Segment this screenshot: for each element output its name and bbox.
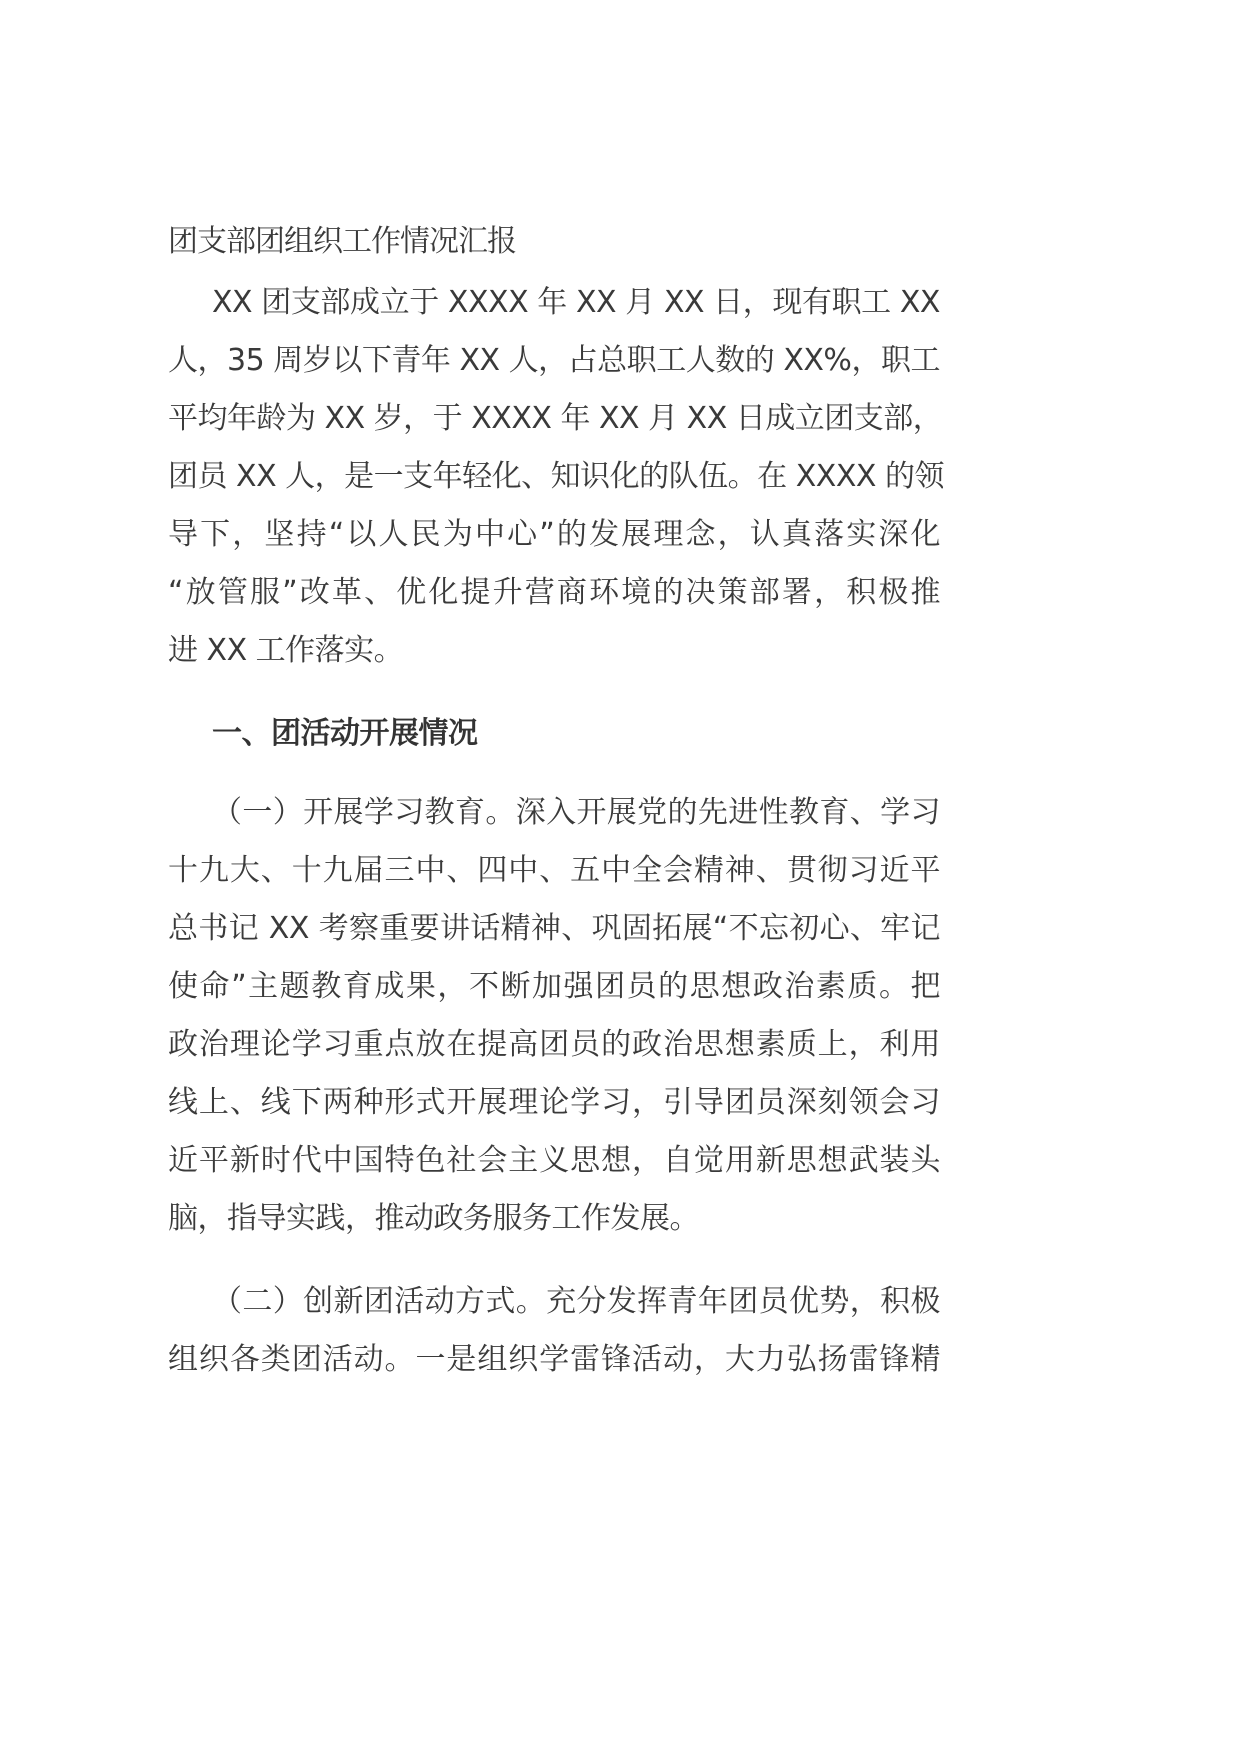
paragraph-line: 平均年龄为 XX 岁，于 XXXX 年 XX 月 XX 日成立团支部， (168, 401, 943, 436)
paragraph-line: 人，35 周岁以下青年 XX 人，占总职工人数的 XX%，职工 (168, 343, 940, 378)
paragraph-line: XX 团支部成立于 XXXX 年 XX 月 XX 日，现有职工 XX (212, 285, 940, 320)
paragraph-line: “放管服”改革、优化提升营商环境的决策部署，积极推 (168, 575, 940, 610)
paragraph-line: 组织各类团活动。一是组织学雷锋活动，大力弘扬雷锋精 (168, 1342, 940, 1377)
subsection-study-paragraph (168, 784, 940, 1248)
paragraph-line: 使命”主题教育成果，不断加强团员的思想政治素质。把 (168, 969, 940, 1004)
paragraph-line: 线上、线下两种形式开展理论学习，引导团员深刻领会习 (168, 1085, 940, 1120)
paragraph-line: 总书记 XX 考察重要讲话精神、巩固拓展“不忘初心、牢记 (168, 911, 940, 946)
paragraph-line: 导下，坚持“以人民为中心”的发展理念，认真落实深化 (168, 517, 940, 552)
paragraph-line: 脑，指导实践，推动政务服务工作发展。 (168, 1201, 699, 1236)
paragraph-line: 十九大、十九届三中、四中、五中全会精神、贯彻习近平 (168, 853, 940, 888)
paragraph-line: 近平新时代中国特色社会主义思想，自觉用新思想武装头 (168, 1143, 940, 1178)
paragraph-line: 政治理论学习重点放在提高团员的政治思想素质上，利用 (168, 1027, 940, 1062)
paragraph-line: （二）创新团活动方式。充分发挥青年团员优势，积极 (212, 1284, 940, 1319)
document-title: 团支部团组织工作情况汇报 (168, 224, 516, 259)
intro-paragraph (168, 274, 944, 680)
subsection-activities-paragraph (168, 1273, 940, 1389)
paragraph-line: 进 XX 工作落实。 (168, 633, 404, 668)
section-heading: 一、团活动开展情况 (212, 716, 478, 751)
paragraph-line: 团员 XX 人，是一支年轻化、知识化的队伍。在 XXXX 的领 (168, 459, 944, 494)
paragraph-line: （一）开展学习教育。深入开展党的先进性教育、学习 (212, 795, 940, 830)
